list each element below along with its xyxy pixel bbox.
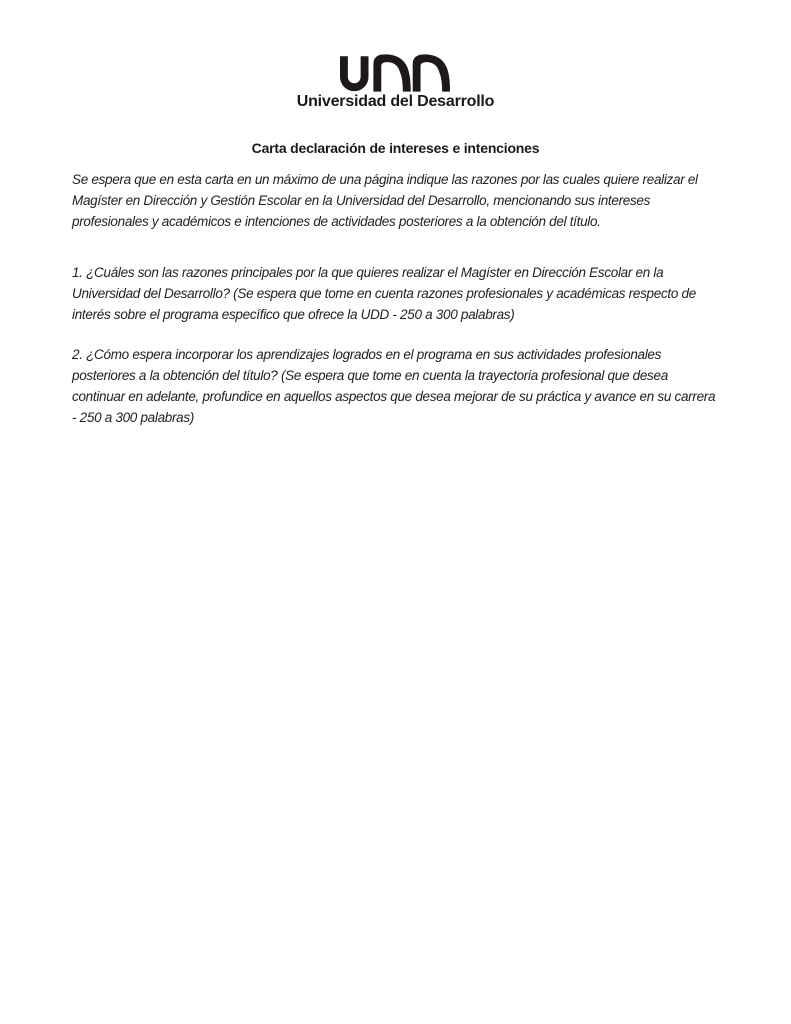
udd-logo-icon <box>340 52 452 92</box>
document-header <box>0 0 791 111</box>
university-name: Universidad del Desarrollo <box>296 93 495 110</box>
document-title: Carta declaración de intereses e intenciones <box>251 140 540 156</box>
document-body <box>72 169 720 428</box>
question-2-paragraph: 2. ¿Cómo espera incorporar los aprendizajes logrados en el programa en sus actividades profesionales posteriores a la obtención del título? (Se espera que tome en cuenta la trayectoria profesional que desea continuar en adelante, profundice en aquellos aspectos que desea mejorar de su práctica y avance en su carrera - 250 a 300 palabras) <box>72 347 716 425</box>
intro-paragraph: Se espera que en esta carta en un máximo de una página indique las razones por las cuales quiere realizar el Magíster en Dirección y Gestión Escolar en la Universidad del Desarrollo, mencionando sus intereses profesionales y académicos e intenciones de actividades posteriores a la obtención del título. <box>72 172 698 229</box>
question-1-paragraph: 1. ¿Cuáles son las razones principales por la que quieres realizar el Magíster en Dirección Escolar en la Universidad del Desarrollo? (Se espera que tome en cuenta razones profesionales y académicas respecto de interés sobre el programa específico que ofrece la UDD - 250 a 300 palabras) <box>72 265 696 322</box>
